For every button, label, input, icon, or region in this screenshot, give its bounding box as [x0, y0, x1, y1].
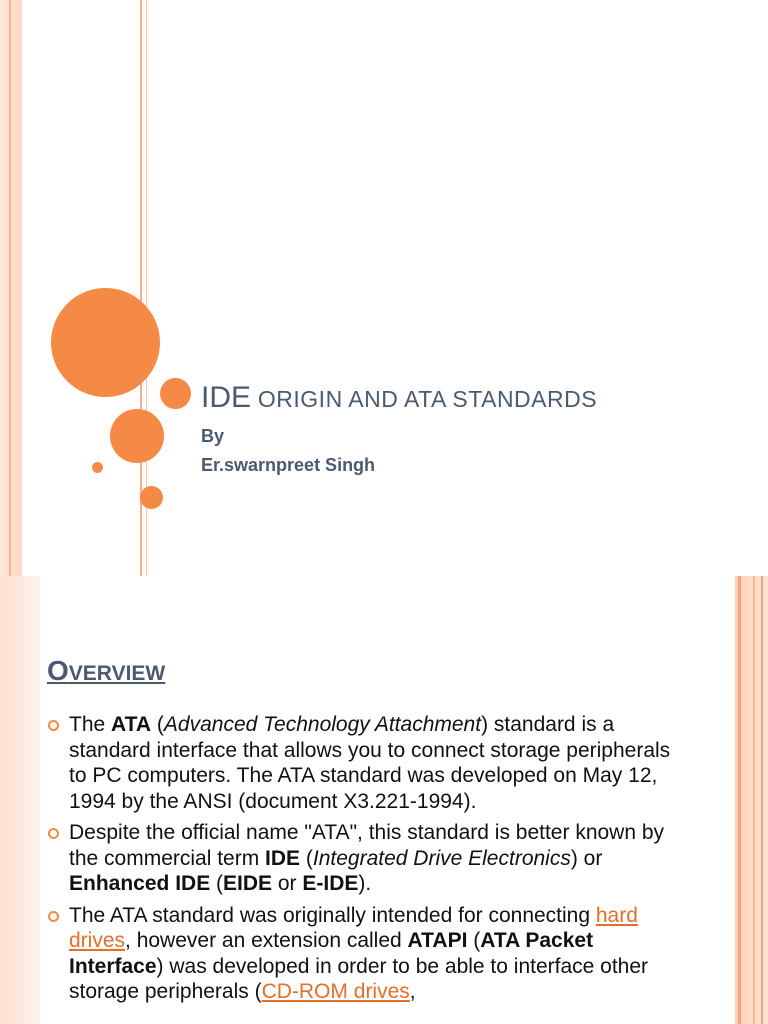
hollow-circle-bullet-icon [48, 720, 59, 731]
decorative-stripe [753, 576, 755, 1024]
decorative-circle-large [51, 288, 160, 397]
bullet-item: The ATA (Advanced Technology Attachment) standard is a standard interface that allows you to connect storage peripherals to PC computers. The ATA standard was developed on May 12, 1994 by the ANSI (document X3.221-1994). [47, 712, 687, 814]
decorative-stripe [738, 576, 741, 1024]
subtitle-by: By [201, 426, 225, 446]
bullet-item: Despite the official name "ATA", this standard is better known by the commercial term IDE (Integrated Drive Electronics) or Enhanced IDE (EIDE or E-IDE). [47, 820, 687, 897]
slide-title [201, 381, 597, 415]
bullet-list [47, 712, 687, 1011]
link-hard-drives[interactable]: hard drives [69, 903, 638, 952]
decorative-circle [140, 486, 163, 509]
left-decorative-band [0, 0, 22, 576]
heading-first-letter: O [47, 655, 69, 686]
heading-rest: VERVIEW [68, 662, 166, 685]
decorative-circle-medium [110, 409, 164, 463]
subtitle-author: Er.swarnpreet Singh [201, 455, 376, 475]
bullet-item: The ATA standard was originally intended for connecting hard drives, however an extension called ATAPI (ATA Packet Interface) was developed in order to be able to interface other storage peripherals (CD-ROM drives, [47, 903, 687, 1005]
decorative-circle-small [92, 462, 103, 473]
hollow-circle-bullet-icon [48, 911, 59, 922]
decorative-stripe [761, 576, 763, 1024]
overview-slide [0, 576, 768, 1024]
left-decorative-band [0, 576, 40, 1024]
decorative-circle [160, 378, 191, 409]
link-cd-rom-drives[interactable]: CD-ROM drives [261, 980, 410, 1003]
decorative-stripe [9, 0, 11, 576]
title-rest: ORIGIN AND ATA STANDARDS [251, 386, 598, 412]
title-main: IDE [201, 381, 252, 414]
hollow-circle-bullet-icon [48, 828, 59, 839]
slide-heading [47, 655, 165, 687]
